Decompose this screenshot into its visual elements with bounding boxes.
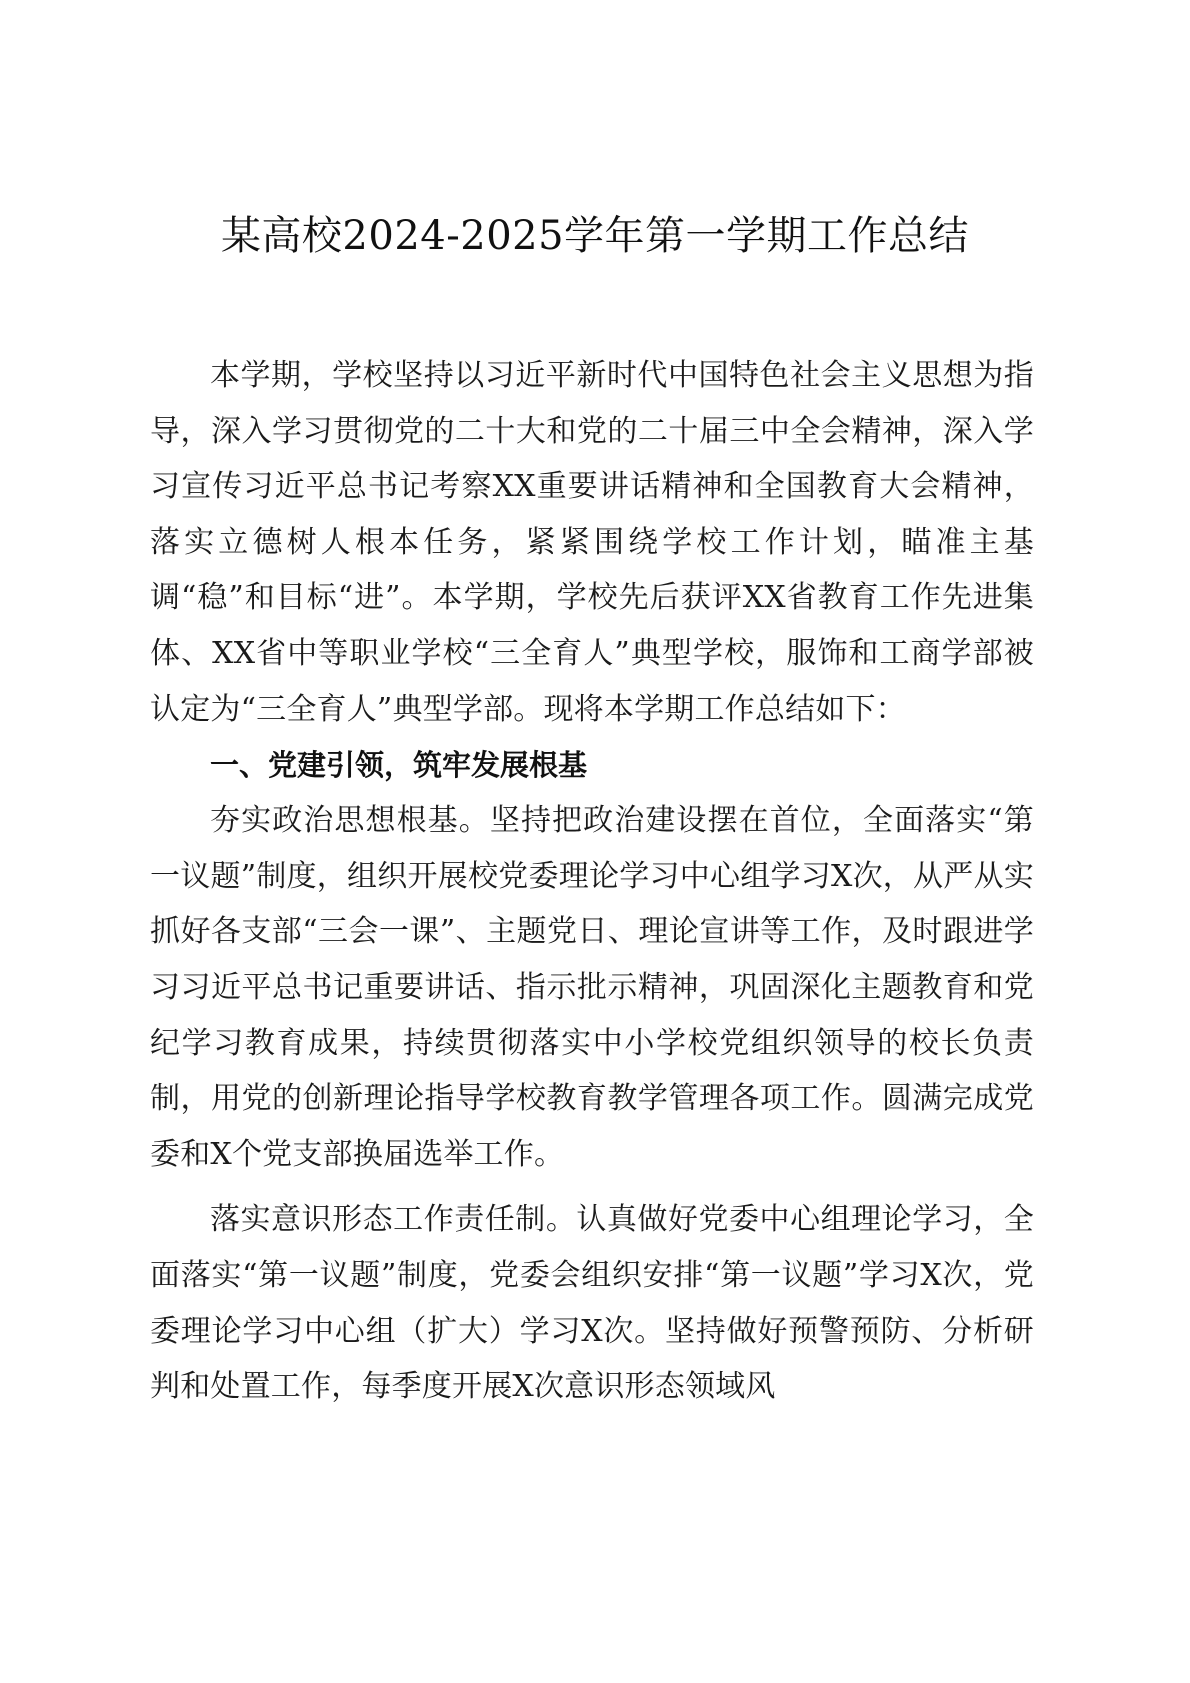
section-heading-1: 一、党建引领，筑牢发展根基 [210,748,588,783]
document-body [150,348,1034,1415]
section1-paragraph-1: 夯实政治思想根基。坚持把政治建设摆在首位，全面落实“第一议题”制度，组织开展校党委理论学习中心组学习X次，从严从实抓好各支部“三会一课”、主题党日、理论宣讲等工作，及时跟进学习习近平总书记重要讲话、指示批示精神，巩固深化主题教育和党纪学习教育成果，持续贯彻落实中小学校党组织领导的校长负责制，用党的创新理论指导学校教育教学管理各项工作。圆满完成党委和X个党支部换届选举工作。 [150,803,1034,1172]
intro-paragraph: 本学期，学校坚持以习近平新时代中国特色社会主义思想为指导，深入学习贯彻党的二十大和党的二十届三中全会精神，深入学习宣传习近平总书记考察XX重要讲话精神和全国教育大会精神，落实立德树人根本任务，紧紧围绕学校工作计划，瞄准主基调“稳”和目标“进”。本学期，学校先后获评XX省教育工作先进集体、XX省中等职业学校“三全育人”典型学校，服饰和工商学部被认定为“三全育人”典型学部。现将本学期工作总结如下： [150,358,1034,727]
document-title: 某高校2024-2025学年第一学期工作总结 [220,213,970,259]
section1-paragraph-2: 落实意识形态工作责任制。认真做好党委中心组理论学习，全面落实“第一议题”制度，党委会组织安排“第一议题”学习X次，党委理论学习中心组（扩大）学习X次。坚持做好预警预防、分析研判和处置工作，每季度开展X次意识形态领域风 [150,1202,1034,1405]
